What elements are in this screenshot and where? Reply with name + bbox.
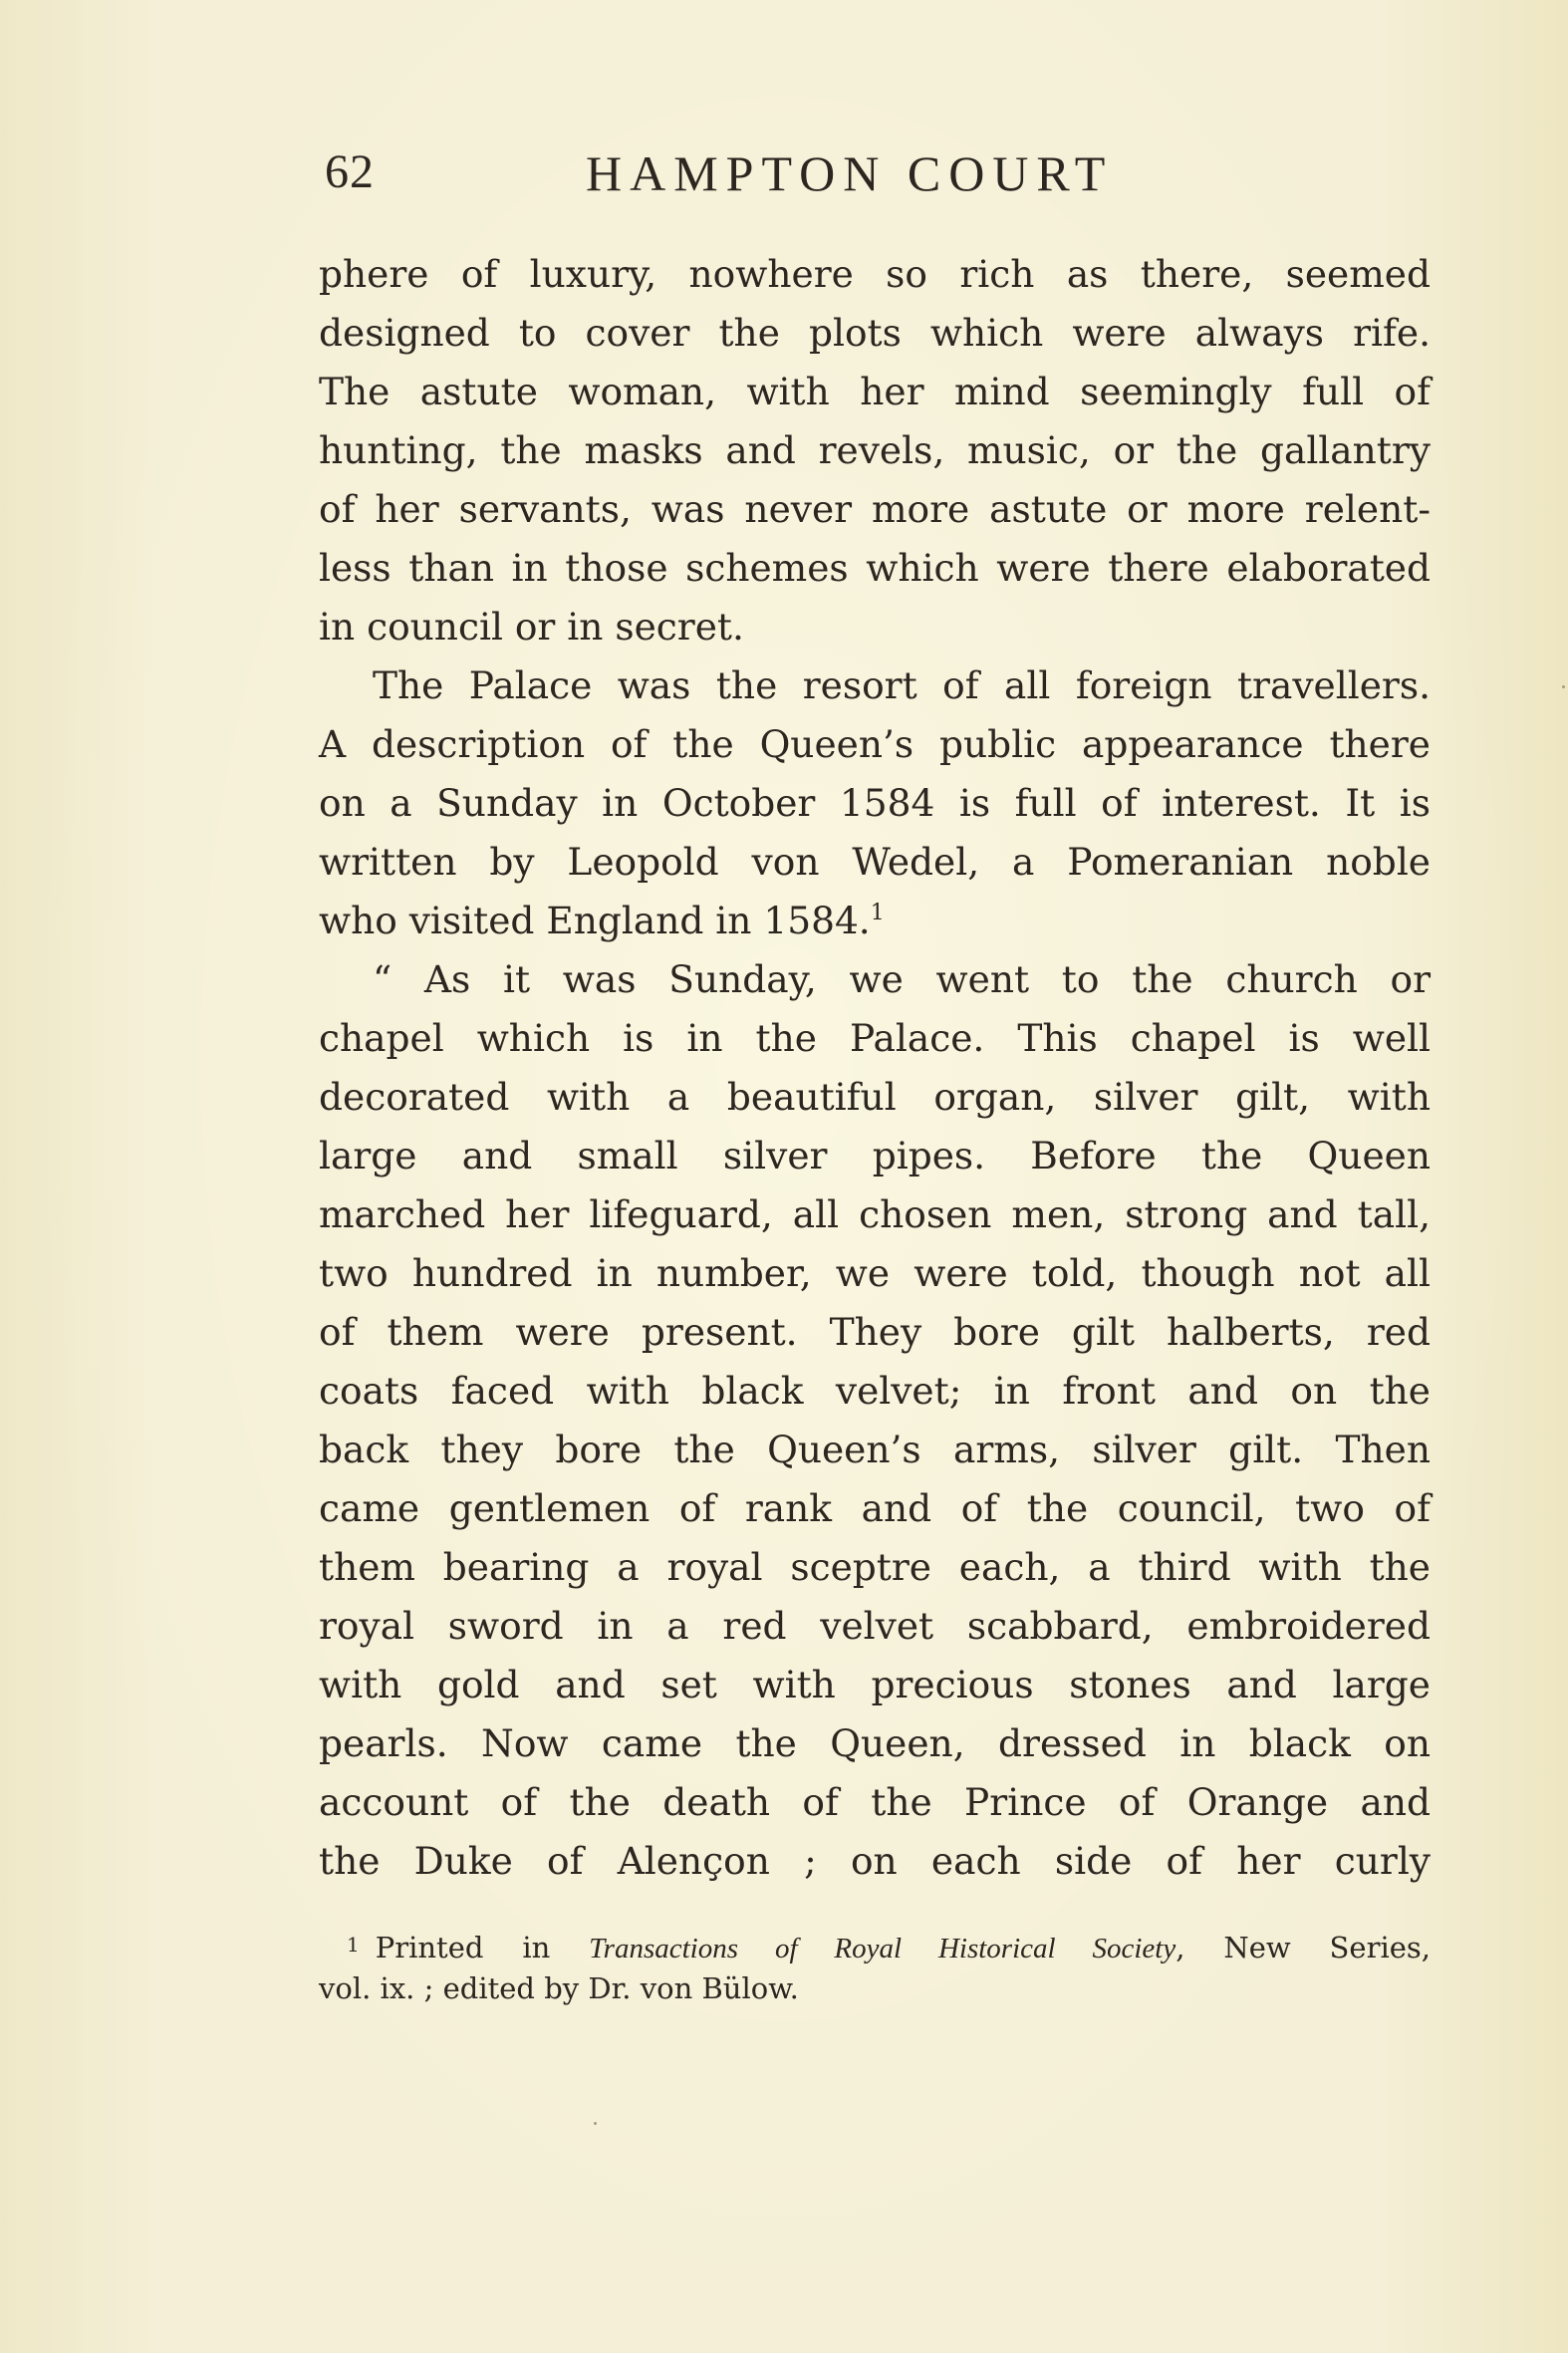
paper-speck xyxy=(1562,685,1565,688)
text-line: came gentlemen of rank and of the council, two of xyxy=(319,1486,1431,1530)
footnote-reference[interactable]: 1 xyxy=(870,901,885,925)
text-line: designed to cover the plots which were always rife. xyxy=(319,311,1431,355)
text-line: The astute woman, with her mind seemingly full of xyxy=(319,370,1431,413)
paper-speck xyxy=(594,2122,597,2125)
text-line: phere of luxury, nowhere so rich as there, seemed xyxy=(319,252,1431,296)
text-line: “ As it was Sunday, we went to the church or xyxy=(373,957,1431,1001)
text-line: in council or in secret. xyxy=(319,605,744,649)
text-line: them bearing a royal sceptre each, a third with the xyxy=(319,1545,1431,1589)
text-line: marched her lifeguard, all chosen men, strong and tall, xyxy=(319,1192,1431,1236)
text-line: pearls. Now came the Queen, dressed in black on xyxy=(319,1721,1431,1765)
text-line: chapel which is in the Palace. This chapel is well xyxy=(319,1016,1431,1060)
text-line: royal sword in a red velvet scabbard, embroidered xyxy=(319,1604,1431,1648)
text-line-with-footnote-ref xyxy=(319,892,1431,950)
text-line: decorated with a beautiful organ, silver gilt, with xyxy=(319,1075,1431,1119)
text-line: the Duke of Alençon ; on each side of her curly xyxy=(319,1839,1431,1883)
footnote-after-title: , New Series, xyxy=(1176,1931,1431,1964)
footnote-source-title: Transactions of Royal Historical Society xyxy=(589,1933,1176,1964)
text-line: less than in those schemes which were there elaborated xyxy=(319,546,1431,590)
text-line: on a Sunday in October 1584 is full of interest. It is xyxy=(319,781,1431,825)
text-line: two hundred in number, we were told, though not all xyxy=(319,1251,1431,1295)
text-line: of them were present. They bore gilt halberts, red xyxy=(319,1310,1431,1354)
text-line: The Palace was the resort of all foreign travellers. xyxy=(373,663,1431,707)
footnote-marker: 1 xyxy=(347,1933,360,1957)
text-line: account of the death of the Prince of Orange and xyxy=(319,1780,1431,1824)
text-line: coats faced with black velvet; in front and on the xyxy=(319,1369,1431,1413)
text-line: large and small silver pipes. Before the Queen xyxy=(319,1134,1431,1177)
footnote xyxy=(319,1923,1431,2010)
text-line: back they bore the Queen’s arms, silver gilt. Then xyxy=(319,1428,1431,1471)
text-line: of her servants, was never more astute or more relent- xyxy=(319,487,1431,531)
text-line: who visited England in 1584. xyxy=(319,899,871,942)
footnote-lead: Printed in xyxy=(375,1931,590,1964)
footnote-line: vol. ix. ; edited by Dr. von Bülow. xyxy=(319,1971,799,2005)
text-line: hunting, the masks and revels, music, or the gallantry xyxy=(319,428,1431,472)
footnote-line xyxy=(319,1923,1431,1966)
text-line: with gold and set with precious stones and large xyxy=(319,1663,1431,1706)
running-title: HAMPTON COURT xyxy=(586,145,1114,201)
body-text xyxy=(319,245,1431,1891)
page-header xyxy=(319,144,1315,204)
text-line: written by Leopold von Wedel, a Pomeranian noble xyxy=(319,840,1431,884)
text-line: A description of the Queen’s public appearance there xyxy=(319,722,1431,766)
page-number: 62 xyxy=(325,145,375,198)
